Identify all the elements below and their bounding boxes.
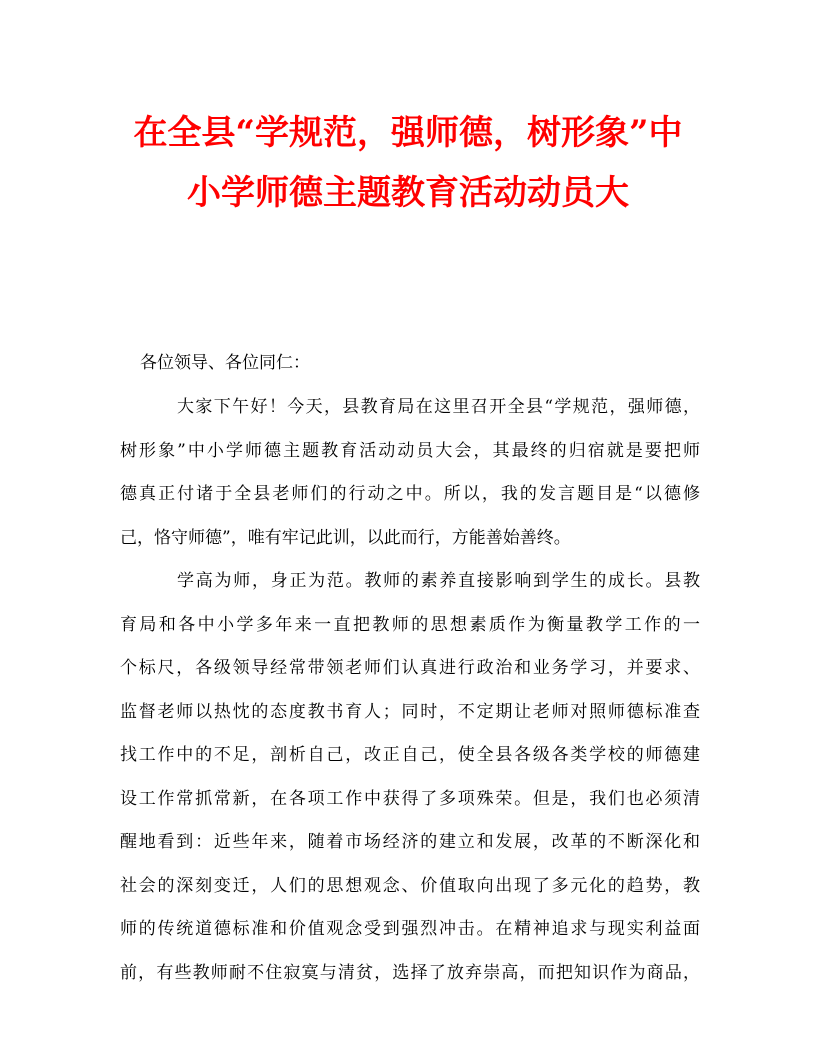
paragraph-2 [120,560,700,995]
paragraph-2-line: 个标尺，各级领导经常带领老师们认真进行政治和业务学习，并要求、 [120,658,700,678]
paragraph-1-line: 己，恪守师德”，唯有牢记此训，以此而行，方能善始善终。 [120,527,571,548]
paragraph-2-line: 设工作常抓常新，在各项工作中获得了多项殊荣。但是，我们也必须清 [120,788,700,809]
paragraph-2-line: 育局和各中小学多年来一直把教师的思想素质作为衡量教学工作的一 [120,614,700,635]
paragraph-2-line: 监督老师以热忱的态度教书育人；同时，不定期让老师对照师德标准查 [120,701,700,722]
paragraph-2-line: 醒地看到：近些年来，随着市场经济的建立和发展，改革的不断深化和 [120,832,700,852]
document-title-line-2: 小学师德主题教育活动动员大 [187,173,629,213]
paragraph-1-line: 德真正付诸于全县老师们的行动之中。所以，我的发言题目是“以德修 [120,484,700,504]
paragraph-1-line: 大家下午好！今天，县教育局在这里召开全县“学规范，强师德， [177,397,700,417]
paragraph-1-line: 树形象”中小学师德主题教育活动动员大会，其最终的归宿就是要把师 [120,440,700,461]
paragraph-2-line: 师的传统道德标准和价值观念受到强烈冲击。在精神追求与现实利益面 [120,919,700,939]
paragraph-2-line: 学高为师，身正为范。教师的素养直接影响到学生的成长。县教 [177,571,700,591]
paragraph-1 [120,386,700,560]
document-title-line-1: 在全县“学规范，强师德，树形象”中 [133,113,683,153]
paragraph-2-line: 前，有些教师耐不住寂寞与清贫，选择了放弃崇高，而把知识作为商品， [120,962,700,983]
paragraph-2-line: 找工作中的不足，剖析自己，改正自己，使全县各级各类学校的师德建 [120,745,700,765]
salutation: 各位领导、各位同仁： [140,353,310,373]
paragraph-2-line: 社会的深刻变迁，人们的思想观念、价值取向出现了多元化的趋势，教 [120,875,700,896]
